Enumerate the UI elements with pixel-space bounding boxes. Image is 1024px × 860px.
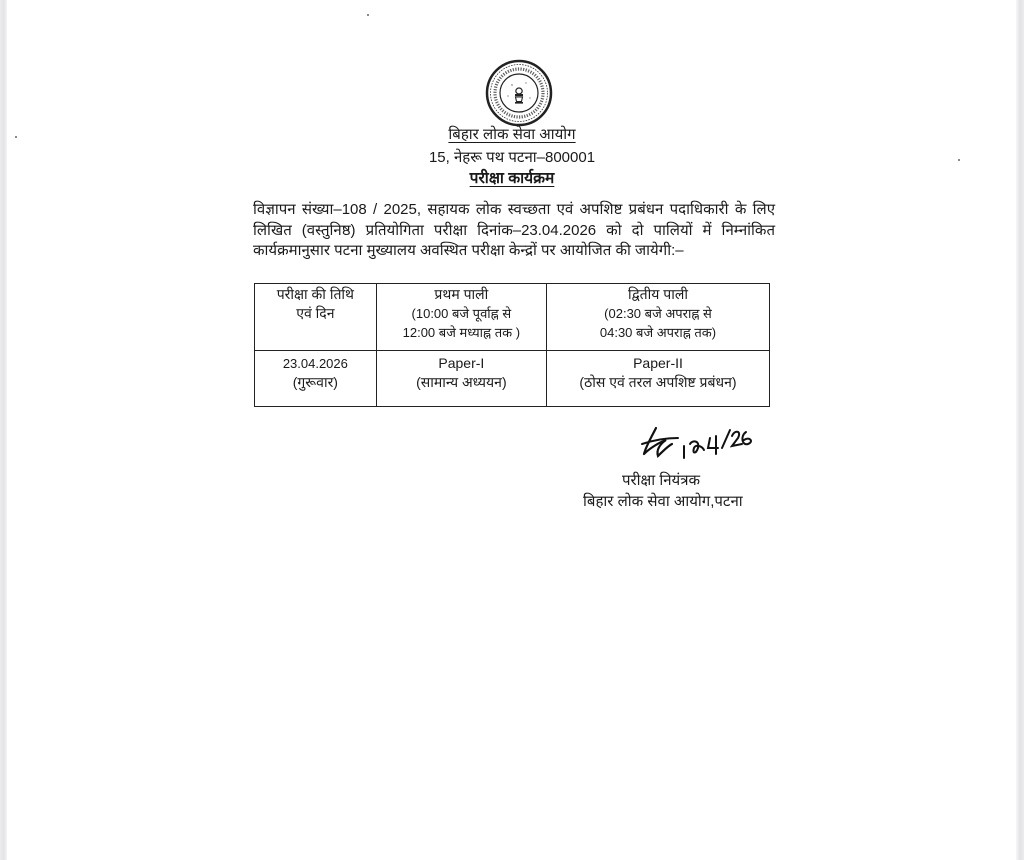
cell-text: Paper-II (633, 355, 683, 371)
cell-text: (10:00 बजे पूर्वाह्न से (411, 306, 512, 321)
cell-paper-2 (547, 351, 770, 407)
signatory-designation: परीक्षा नियंत्रक (622, 472, 701, 489)
table-header-row (255, 284, 770, 351)
cell-text: (सामान्य अध्ययन) (416, 374, 507, 390)
cell-text: प्रथम पाली (434, 286, 489, 302)
organization-name (0, 126, 1024, 144)
signatory-organization: बिहार लोक सेवा आयोग,पटना (583, 493, 743, 510)
organization-name-text: बिहार लोक सेवा आयोग (448, 126, 576, 143)
cell-paper-1 (376, 351, 546, 407)
cell-text: (02:30 बजे अपराह्न से (604, 306, 712, 321)
cell-text: 23.04.2026 (282, 356, 348, 371)
notice-paragraph: विज्ञापन संख्या–108 / 2025, सहायक लोक स्वच्छता एवं अपशिष्ट प्रबंधन पदाधिकारी के लिए लिखित (वस्तुनिष्ठ) प्रतियोगिता परीक्षा दिनांक–23.04.2026 को दो पालियों में निम्नांकित कार्यक्रमानुसार पटना मुख्यालय अवस्थित परीक्षा केन्द्रों पर आयोजित की जायेगी:– (253, 201, 775, 259)
exam-schedule-table (254, 283, 770, 407)
commission-seal-icon (484, 58, 554, 128)
cell-text: Paper-I (438, 355, 485, 371)
cell-text: परीक्षा की तिथि (276, 286, 354, 302)
signature-block (560, 470, 770, 512)
document-title (0, 170, 1024, 188)
cell-text: 04:30 बजे अपराह्न तक) (599, 325, 717, 340)
cell-text: द्वितीय पाली (628, 286, 688, 302)
cell-text: (गुरूवार) (292, 374, 338, 390)
header-second-shift (547, 284, 770, 351)
header-date-day (255, 284, 377, 351)
cell-text: (ठोस एवं तरल अपशिष्ट प्रबंधन) (579, 374, 737, 390)
handwritten-signature-icon (638, 418, 768, 463)
document-title-text: परीक्षा कार्यक्रम (469, 170, 555, 187)
header-first-shift (376, 284, 546, 351)
cell-exam-date (255, 351, 377, 407)
scan-speck (367, 14, 369, 16)
table-row (255, 351, 770, 407)
organization-address: 15, नेहरू पथ पटना–800001 (428, 149, 596, 166)
cell-text: 12:00 बजे मध्याह्न तक ) (402, 325, 521, 340)
cell-text: एवं दिन (296, 305, 335, 321)
